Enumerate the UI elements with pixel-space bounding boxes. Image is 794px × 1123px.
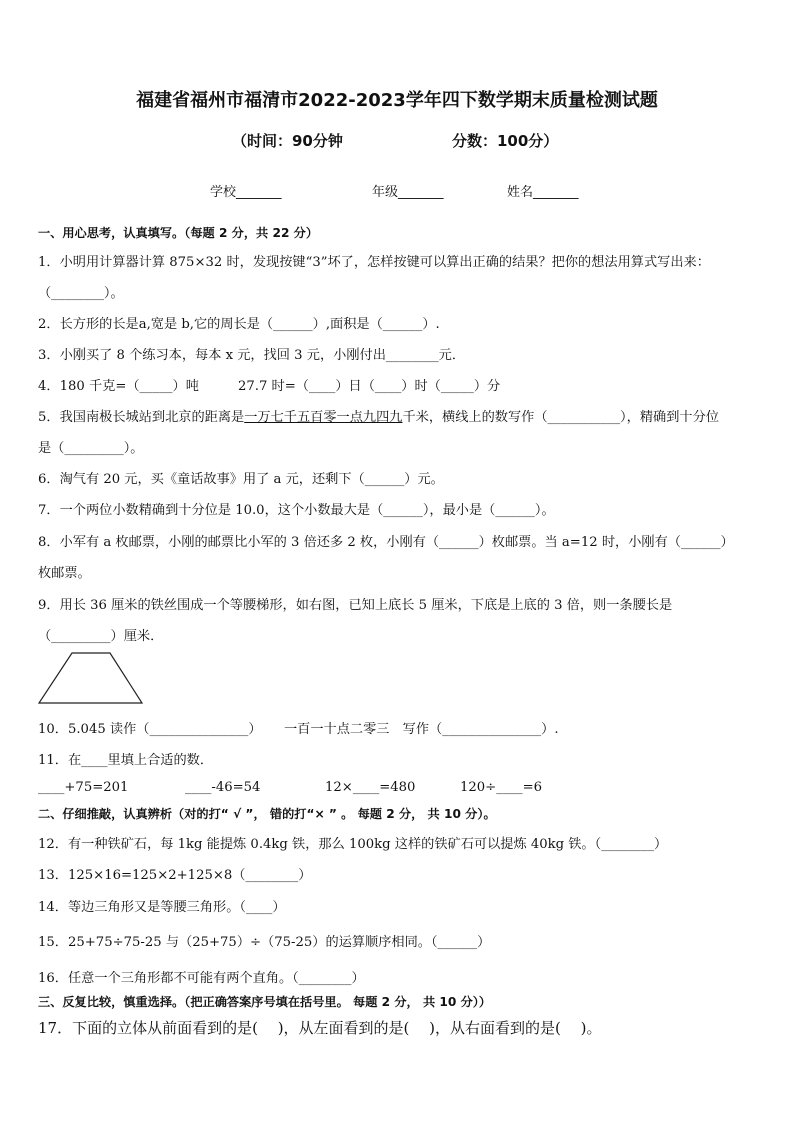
question-11-blank-d: 120÷____=6 <box>460 780 543 795</box>
isosceles-trapezoid-figure <box>36 650 146 706</box>
question-13: 13．125×16=125×2+125×8（________） <box>38 868 312 883</box>
question-9-line-2: （_________）厘米． <box>38 629 164 644</box>
question-11-blank-a: ____+75=201 <box>38 780 129 795</box>
question-11: 11．在____里填上合适的数． <box>38 753 214 768</box>
exam-title: 福建省福州市福清市2022-2023学年四下数学期末质量检测试题 <box>136 90 658 111</box>
question-1-line-2: （________）。 <box>38 286 124 301</box>
question-5-prefix: 5．我国南极长城站到北京的距离是 <box>38 410 245 425</box>
question-16: 16．任意一个三角形都不可能有两个直角。（________） <box>38 971 365 986</box>
grade-field: 年级_______ <box>372 185 444 200</box>
question-8-line-1: 8．小军有 a 枚邮票，小刚的邮票比小军的 3 倍还多 2 枚，小刚有（______）枚邮票。当 a=12 时，小刚有（______） <box>38 535 734 550</box>
question-4-part-2: 27.7 时=（____）日（____）时（_____）分 <box>238 379 501 394</box>
section-1-heading: 一、用心思考，认真填写。（每题 2 分，共 22 分） <box>38 226 319 240</box>
question-5-suffix: 千米，横线上的数写作（___________），精确到十分位 <box>402 410 719 425</box>
question-11-blank-c: 12×____=480 <box>325 780 416 795</box>
section-2-heading: 二、仔细推敲，认真辨析（对的打“ √ ”， 错的打“× ” 。 每题 2 分， 共 10 分）。 <box>38 807 496 821</box>
question-10-part-2: 一百一十点二零三 写作（_______________）. <box>284 722 559 737</box>
question-2: 2．长方形的长是a,宽是 b,它的周长是（______）,面积是（______）. <box>38 317 440 332</box>
question-9-line-1: 9．用长 36 厘米的铁丝围成一个等腰梯形，如右图，已知上底长 5 厘米，下底是上底的 3 倍，则一条腰长是 <box>38 598 673 613</box>
question-5-line-1 <box>38 406 719 425</box>
question-12: 12．有一种铁矿石，每 1kg 能提炼 0.4kg 铁，那么 100kg 这样的铁矿石可以提炼 40kg 铁。（________） <box>38 837 668 852</box>
school-field: 学校_______ <box>210 185 282 200</box>
section-3-heading: 三、反复比较，慎重选择。（把正确答案序号填在括号里。 每题 2 分， 共 10 分）） <box>38 995 492 1009</box>
question-4-part-1: 4．180 千克=（_____）吨 <box>38 379 199 394</box>
question-5-underlined-number: 一万七千五百零一点九四九 <box>244 410 403 425</box>
question-6: 6．淘气有 20 元，买《童话故事》用了 a 元，还剩下（______）元。 <box>38 472 444 487</box>
question-1-line-1: 1．小明用计算器计算 875×32 时，发现按键“3”坏了，怎样按键可以算出正确的结果？把你的想法用算式写出来： <box>38 255 710 270</box>
question-10-part-1: 10．5.045 读作（_______________） <box>38 722 262 737</box>
trapezoid-shape <box>39 653 142 703</box>
question-17: 17．下面的立体从前面看到的是( )，从左面看到的是( )，从右面看到的是( )。 <box>38 1019 602 1037</box>
name-field: 姓名_______ <box>507 185 579 200</box>
question-7: 7．一个两位小数精确到十分位是 10.0，这个小数最大是（______），最小是（______）。 <box>38 503 555 518</box>
question-3: 3．小刚买了 8 个练习本，每本 x 元，找回 3 元，小刚付出________元． <box>38 348 466 363</box>
question-5-line-2: 是（_________）。 <box>38 441 144 456</box>
question-8-line-2: 枚邮票。 <box>38 566 91 581</box>
question-14: 14．等边三角形又是等腰三角形。（____） <box>38 900 286 915</box>
question-15: 15．25+75÷75-25 与（25+75）÷（75-25）的运算顺序相同。（______） <box>38 935 491 950</box>
exam-score: 分数：100分） <box>452 132 559 150</box>
question-11-blank-b: ____-46=54 <box>185 780 261 795</box>
exam-time: （时间：90分钟 <box>232 132 343 150</box>
